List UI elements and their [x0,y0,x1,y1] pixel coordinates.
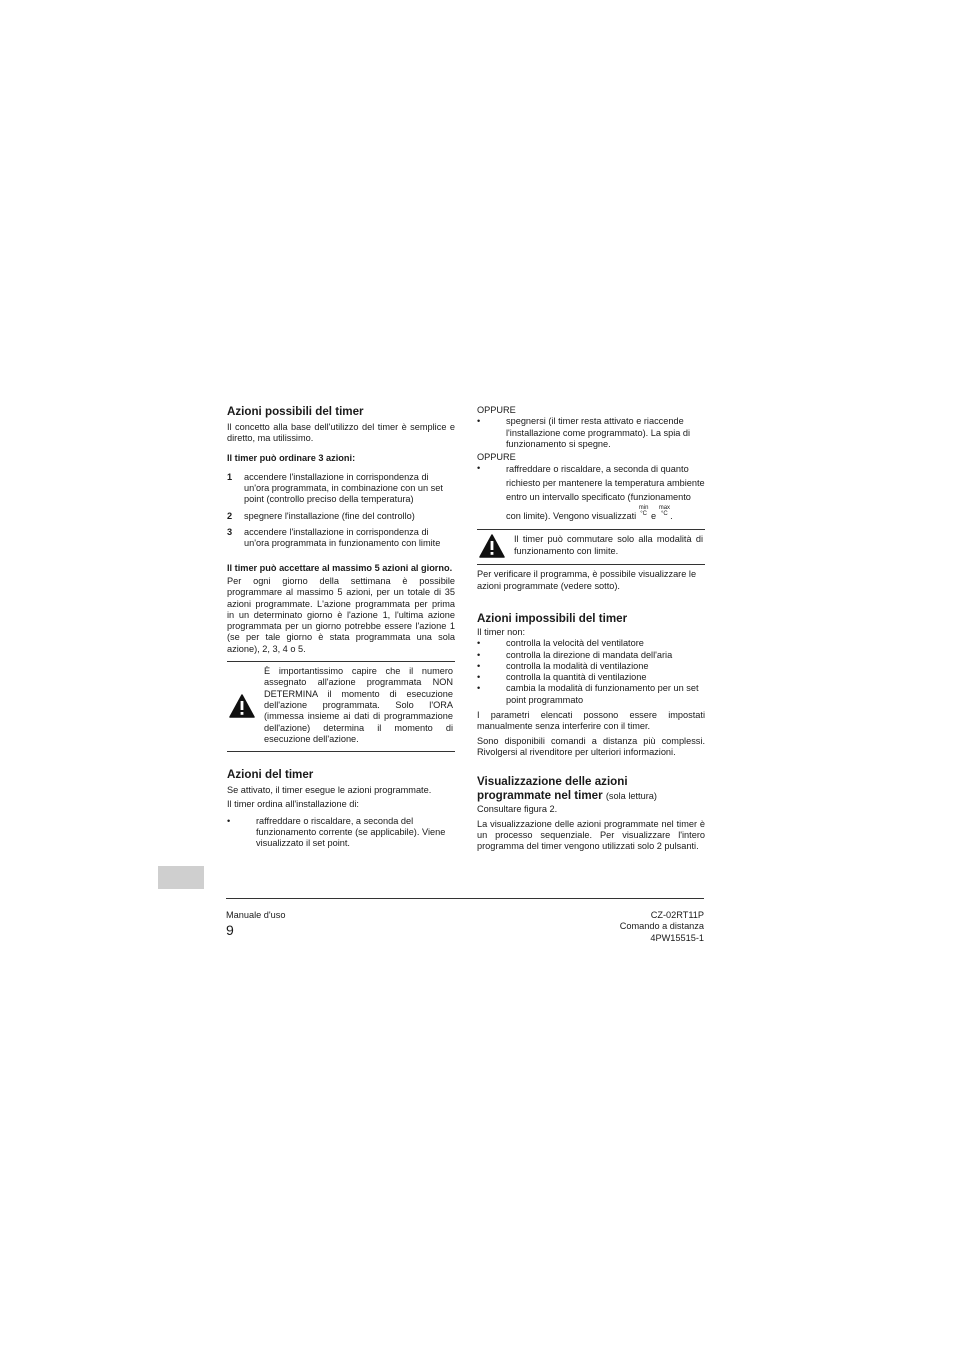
timer-actions-list [227,816,455,850]
list-item: • spegnersi (il timer resta attivato e riaccende l'installazione come programmato). La spia di funzionamento si spegne. [477,416,691,449]
paragraph-ordina: Il timer ordina all'installazione di: [227,799,359,810]
heading-azioni-possibili: Azioni possibili del timer [227,405,364,418]
footer-left [226,910,285,938]
warning-box [477,529,705,565]
page-number: 9 [226,922,234,939]
footer-divider [226,898,704,899]
right-column [477,405,705,852]
min-temp-indicator: min °C [638,504,649,517]
subheading-5-azioni: Il timer può accettare al massimo 5 azioni al giorno. [227,562,453,573]
list-item: • raffreddare o riscaldare, a seconda di quanto richiesto per mantenere la temperatura ambiente entro un intervallo specificato (funzionamento con limite). Vengono visualizzati min °C e max °C . [477,463,705,521]
list-item: 3 accendere l'installazione in corrispondenza di un'ora programmata in funzionamento con limite [227,527,441,549]
subheading-3-azioni: Il timer può ordinare 3 azioni: [227,452,356,463]
oppure-list-2 [477,463,705,523]
impossible-actions-list [477,638,705,706]
paragraph-35-azioni: Per ogni giorno della settimana è possibile programmare al massimo 5 azioni, per un totale di 35 azioni programmate. L'azione programmata per prima in un determinato giorno è l'azione 1, l'ultima azione programmata per un giorno potrebbe essere l'azione 1 (se per tale giorno è stata programmata una sola azione), 2, 3, 4 o 5. [227,575,455,654]
oppure-label: OPPURE [477,452,516,463]
oppure-label: OPPURE [477,405,516,415]
paragraph-figura: Consultare figura 2. [477,804,558,815]
actions-list [227,472,455,550]
oppure-list-1 [477,416,705,450]
product-name: Comando a distanza [619,921,704,932]
paragraph-sequenziale: La visualizzazione delle azioni programmate nel timer è un processo sequenziale. Per visualizzare l'intero programma del timer vengono utilizzati solo 2 pulsanti. [477,818,705,852]
paragraph-comandi: Sono disponibili comandi a distanza più complessi. Rivolgersi al rivenditore per ulteriori informazioni. [477,735,705,757]
paragraph-parametri: I parametri elencati possono essere impostati manualmente senza interferire con il timer. [477,710,705,732]
list-item: 2 spegnere l'installazione (fine del controllo) [227,510,415,521]
list-item: • raffreddare o riscaldare, a seconda del funzionamento corrente (se applicabile). Viene visualizzato il set point. [227,815,446,849]
paragraph-timer-non: Il timer non: [477,626,525,637]
list-item: • controlla la quantità di ventilazione [477,672,647,683]
list-item: • controlla la modalità di ventilazione [477,660,649,671]
intro-paragraph: Il concetto alla base dell'utilizzo del timer è semplice e diretto, ma utilissimo. [227,422,455,444]
warning-box [227,661,455,752]
manual-label: Manuale d'uso [226,910,286,920]
model-code: CZ-02RT11P [650,910,704,920]
read-only-note: (sola lettura) [605,791,657,802]
language-side-tab [158,866,204,889]
paragraph-verificare: Per verificare il programma, è possibile visualizzare le azioni programmate (vedere sotto). [477,569,697,591]
warning-icon [479,534,514,558]
left-column [227,405,455,850]
heading-azioni-del-timer: Azioni del timer [227,768,314,782]
document-code: 4PW15515-1 [650,932,704,943]
warning-text: È importantissimo capire che il numero assegnato all'azione programmata NON DETERMINA il momento di esecuzione dell'azione programmata. Solo l'ORA (immessa insieme ai dati di programmazione dell'azione) determina il momento di esecuzione dell'azione. [264,666,453,744]
list-item: 1 accendere l'installazione in corrispondenza di un'ora programmata, in combinazione con un set point (controllo preciso della temperatura) [227,471,443,505]
heading-azioni-impossibili: Azioni impossibili del timer [477,611,628,625]
list-item: • cambia la modalità di funzionamento per un set point programmato [477,683,699,705]
warning-text: Il timer può commutare solo alla modalità di funzionamento con limite. [514,534,703,556]
warning-icon [229,666,264,745]
list-item: • controlla la direzione di mandata dell'aria [477,649,673,660]
paragraph-attivato: Se attivato, il timer esegue le azioni programmate. [227,785,432,796]
max-temp-indicator: max °C [658,504,671,517]
heading-visualizzazione: Visualizzazione delle azioni programmate nel timer (sola lettura) [477,775,657,803]
list-item: • controlla la velocità del ventilatore [477,638,644,649]
footer-right [604,910,704,944]
